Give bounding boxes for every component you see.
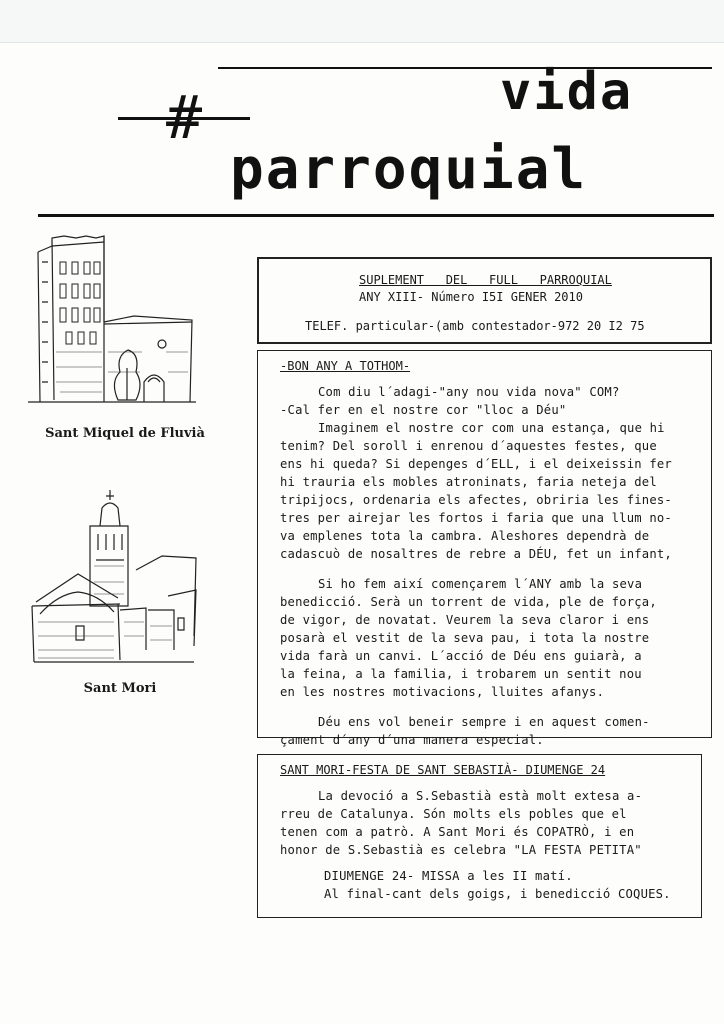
article2-title: SANT MORI-FESTA DE SANT SEBASTIÀ- DIUMENGE 24 [280, 763, 606, 777]
text-line: Com diu l´adagi-"any nou vida nova" COM? [318, 385, 620, 399]
text-line: tripijocs, ordenaria els afectes, obriria les fines- [280, 493, 672, 507]
article-sant-sebastia [257, 754, 702, 918]
text-line: Déu ens vol beneir sempre i en aquest comen- [318, 715, 650, 729]
church-illustration-sant-mori [28, 486, 204, 670]
header-line-2: ANY XIII- Número I5I GENER 2010 [359, 290, 583, 304]
header-info-box [257, 257, 712, 344]
title-vida: vida [500, 62, 634, 122]
hash-symbol: # [166, 83, 205, 153]
text-line: çament d´any d´una manera especial. [280, 733, 544, 747]
text-line: benedicció. Serà un torrent de vida, ple de força, [280, 595, 657, 609]
text-line: DIUMENGE 24- MISSA a les II matí. [324, 869, 573, 883]
header-line-1: SUPLEMENT DEL FULL PARROQUIAL [359, 273, 612, 287]
text-line: La devoció a S.Sebastià està molt extesa a- [318, 789, 643, 803]
text-line: en les nostres motivacions, lluites afanys. [280, 685, 605, 699]
title-parroquial: parroquial [230, 137, 588, 202]
text-line: cadascuò de nosaltres de rebre a DÉU, fet un infant, [280, 547, 672, 561]
masthead-bottom-rule [38, 214, 714, 217]
text-line: tenen com a patrò. A Sant Mori és COPATRÒ, i en [280, 825, 635, 839]
article1-body [280, 383, 700, 749]
caption-sant-mori: Sant Mori [83, 681, 157, 696]
text-line: rreu de Catalunya. Són molts els pobles que el [280, 807, 627, 821]
text-line: posarà el vestit de la seva pau, i tota la nostre [280, 631, 650, 645]
text-line: Si ho fem així començarem l´ANY amb la seva [318, 577, 643, 591]
text-line: Al final-cant dels goigs, i benedicció COQUES. [324, 887, 671, 901]
header-line-3: TELEF. particular-(amb contestador-972 20 I2 75 [305, 319, 645, 333]
text-line: -Cal fer en el nostre cor "lloc a Déu" [280, 403, 567, 417]
text-line: tres per airejar les fortos i faria que una llum no- [280, 511, 672, 525]
church-illustration-sant-miquel [24, 232, 200, 410]
scan-top-band [0, 0, 724, 43]
article2-body [280, 787, 695, 903]
text-line: honor de S.Sebastià es celebra "LA FESTA PETITA" [280, 843, 642, 857]
text-line: vida farà un canvi. L´acció de Déu ens guiarà, a [280, 649, 642, 663]
text-line: Imaginem el nostre cor com una estança, que hi [318, 421, 665, 435]
masthead-top-rule [218, 67, 712, 69]
article-bon-any [257, 350, 712, 747]
text-line: hi trauria els mobles atroninats, faria neteja del [280, 475, 657, 489]
text-line: ens hi queda? Si depenges d´ELL, i el deixeissin fer [280, 457, 672, 471]
text-line: de vigor, de novatat. Veurem la seva claror i ens [280, 613, 650, 627]
text-line: va emplenes tota la cambra. Aleshores dependrà de [280, 529, 650, 543]
text-line: la feina, a la familia, i trobarem un sentit nou [280, 667, 642, 681]
text-line: tenim? Del soroll i enrenou d´aquestes festes, que [280, 439, 657, 453]
caption-sant-miquel: Sant Miquel de Fluvià [45, 426, 205, 441]
article1-title: -BON ANY A TOTHOM- [280, 359, 411, 373]
